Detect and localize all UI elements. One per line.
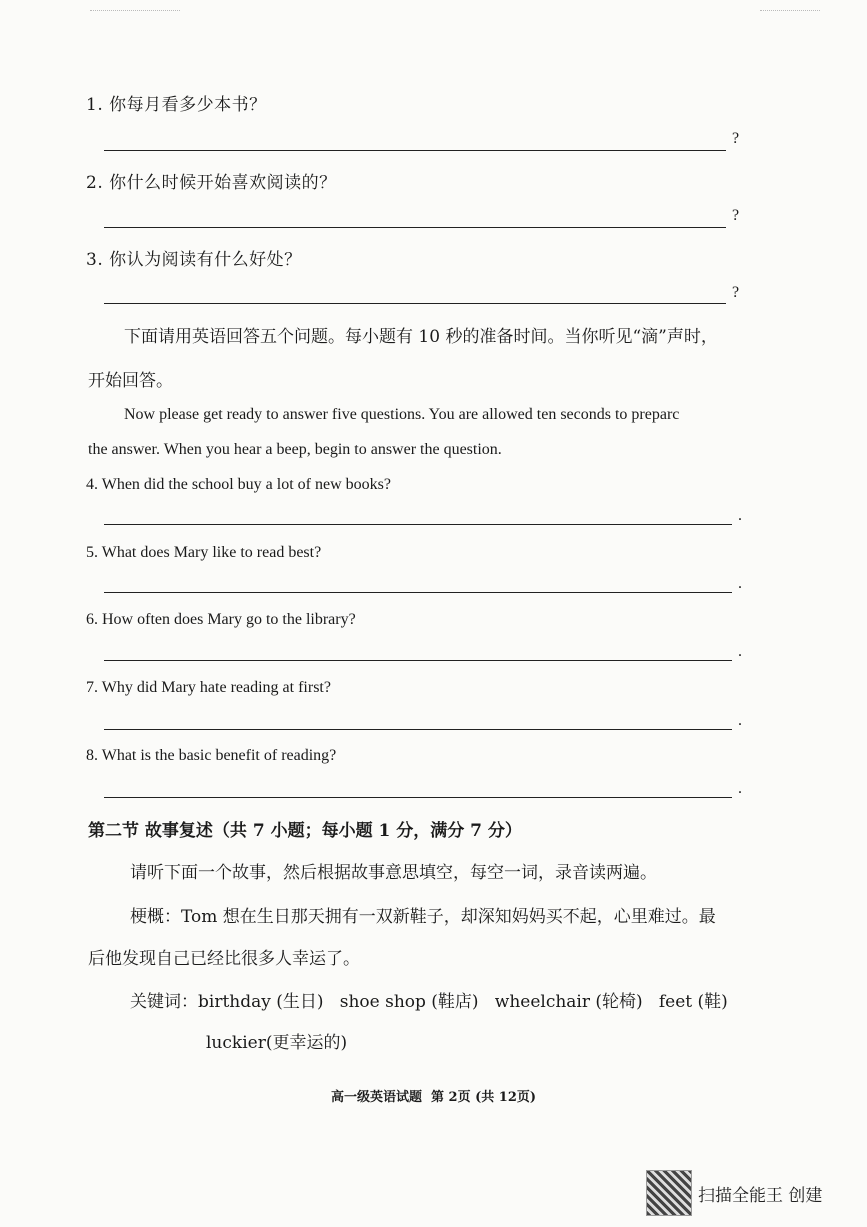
- summary-line2: 后他发现自己已经比很多人幸运了。: [88, 949, 360, 969]
- question-8: 8. What is the basic benefit of reading?: [86, 747, 337, 764]
- answer-line-7[interactable]: [104, 729, 732, 730]
- question-7: 7. Why did Mary hate reading at first?: [86, 679, 331, 696]
- section-2-title: 第二节 故事复述（共 7 小题；每小题 1 分，满分 7 分）: [88, 821, 522, 841]
- watermark-text: 扫描全能王 创建: [698, 1185, 823, 1206]
- question-5: 5. What does Mary like to read best?: [86, 544, 322, 561]
- question-mark: ?: [732, 284, 740, 301]
- answer-line-4[interactable]: [104, 524, 732, 525]
- question-1: 1. 你每月看多少本书？: [86, 95, 267, 115]
- question-mark: ?: [732, 207, 740, 224]
- section-2-intro: 请听下面一个故事，然后根据故事意思填空，每空一词，录音读两遍。: [130, 863, 657, 883]
- question-3: 3. 你认为阅读有什么好处？: [86, 250, 302, 270]
- period-mark: .: [738, 712, 742, 729]
- summary-line1: 梗概：Tom 想在生日那天拥有一双新鞋子，却深知妈妈买不起，心里难过。最: [130, 907, 716, 927]
- scan-corner-mark: [90, 0, 180, 11]
- answer-line-2[interactable]: [104, 227, 726, 228]
- page-footer: 高一级英语试题 第 2页 (共 12页): [330, 1090, 537, 1105]
- question-mark: ?: [732, 130, 740, 147]
- question-2: 2. 你什么时候开始喜欢阅读的？: [86, 173, 337, 193]
- instruction-en-line2: the answer. When you hear a beep, begin to answer the question.: [88, 441, 502, 458]
- qr-code-icon: [646, 1170, 692, 1216]
- keywords-line1: 关键词：birthday (生日) shoe shop (鞋店) wheelchair (轮椅) feet (鞋): [130, 992, 728, 1012]
- instruction-en-line1: Now please get ready to answer five questions. You are allowed ten seconds to preparc: [124, 406, 680, 423]
- period-mark: .: [738, 780, 742, 797]
- instruction-zh-line1: 下面请用英语回答五个问题。每小题有 10 秒的准备时间。当你听见“滴”声时，: [124, 327, 718, 347]
- answer-line-6[interactable]: [104, 660, 732, 661]
- answer-line-1[interactable]: [104, 150, 726, 151]
- keywords-line2: luckier(更幸运的): [206, 1033, 348, 1053]
- answer-line-8[interactable]: [104, 797, 732, 798]
- question-4: 4. When did the school buy a lot of new books?: [86, 476, 391, 493]
- period-mark: .: [738, 575, 742, 592]
- question-6: 6. How often does Mary go to the library?: [86, 611, 356, 628]
- answer-line-5[interactable]: [104, 592, 732, 593]
- instruction-zh-line2: 开始回答。: [88, 371, 173, 391]
- period-mark: .: [738, 507, 742, 524]
- scanner-watermark: [646, 1170, 822, 1216]
- answer-line-3[interactable]: [104, 303, 726, 304]
- scan-corner-mark: [760, 0, 820, 11]
- period-mark: .: [738, 643, 742, 660]
